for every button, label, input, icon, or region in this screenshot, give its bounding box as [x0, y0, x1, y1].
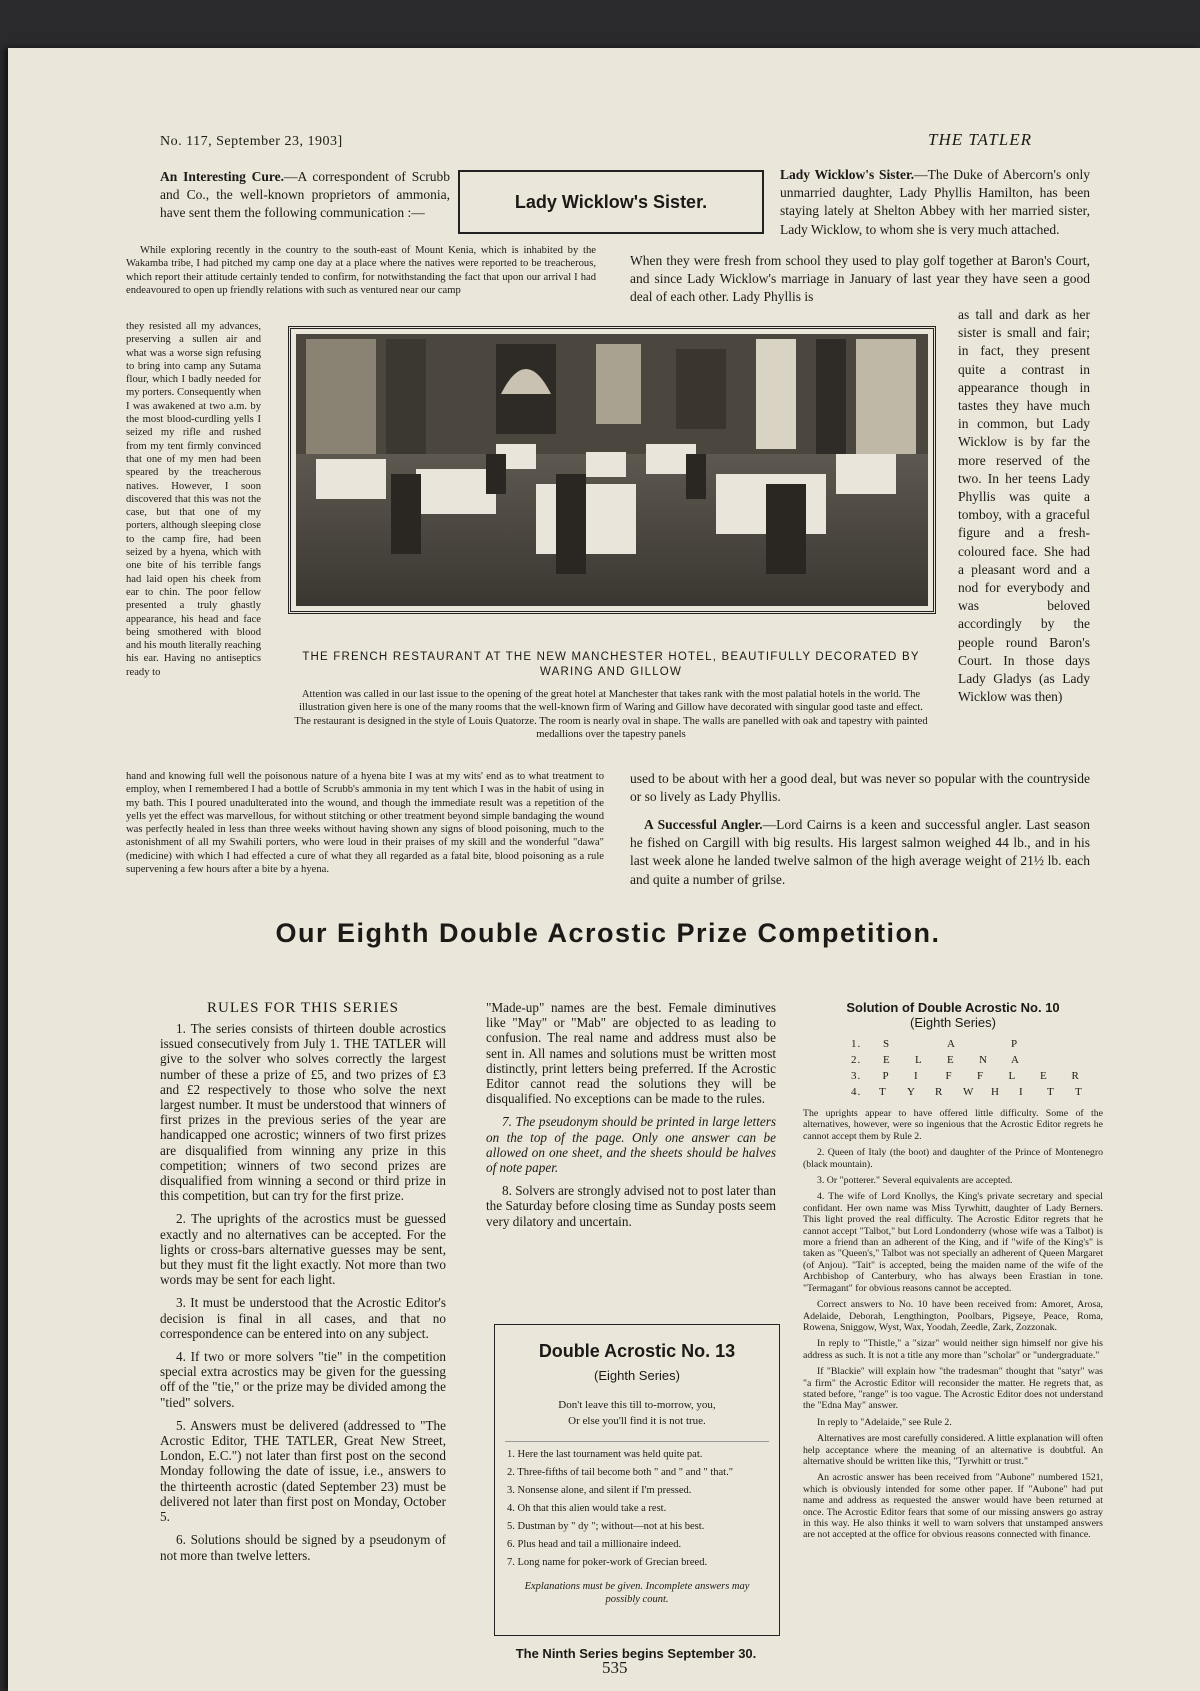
solution-cell: F [945, 1070, 953, 1082]
angler-section: A Successful Angler.—Lord Cairns is a keen and successful angler. Last season he fished on Cargill with big results. His largest salmon weighed 44 lb., and in his last week alone he landed twelve salmon of the high average weight of 21½ lb. each and quite a number of grilse. [630, 817, 1090, 887]
solution-cell: T [1075, 1086, 1083, 1098]
restaurant-photo-image [296, 334, 928, 606]
solution-series: (Eighth Series) [910, 1015, 996, 1030]
acrostic-series: (Eighth Series) [594, 1368, 680, 1383]
clue-2: 2. Three-fifths of tail become both " and " and " that." [507, 1467, 734, 1478]
solution-cell: R [1071, 1070, 1080, 1082]
solution-cell: R [935, 1086, 944, 1098]
page-number: 535 [602, 1658, 628, 1677]
clue-3: 3. Nonsense alone, and silent if I'm pressed. [507, 1485, 692, 1496]
competition-title: Our Eighth Double Acrostic Prize Competition. [275, 918, 941, 948]
solution-note: In reply to "Adelaide," see Rule 2. [817, 1416, 952, 1428]
solution-note: Correct answers to No. 10 have been received from: Amoret, Arosa, Adelaide, Deborah, Lengthington, Poolbars, Pigseye, Peace, Roma, Rowena, Sniggow, Wyst, Wax, Yoodah, Zeedle, Zark, Zozzonak. [803, 1299, 1103, 1333]
solution-cell: 1. [851, 1038, 862, 1050]
solution-cell: P [1011, 1038, 1019, 1050]
solution-cell: E [947, 1054, 955, 1066]
solution-row [851, 1068, 1103, 1084]
solution-cell: W [963, 1086, 975, 1098]
clue-6: 6. Plus head and tail a millionaire indeed. [507, 1539, 682, 1550]
restaurant-photo [288, 326, 936, 614]
cure-letter-bottom: hand and knowing full well the poisonous nature of a hyena bite I was at my wits' end as to what treatment to employ, when I remembered I had a bottle of Scrubb's ammonia in my tent which I was in the habit of using in my bath. This I poured unadulterated into the wound, and though the immediate result was a repetition of the yells yet the effect was marvellous, for without stitching or other treatment beyond simple bandaging the wound was perfectly healed in less than three weeks without having shown any signs of blood poisoning, much to the astonishment of all my Swahili porters, who were loud in their praises of my skill and the wonderful "dawa" (medicine) with which I had effected a cure of what they all regarded as a fatal bite, blood poisoning as a rule supervening a few hours after a bite by a hyena. [126, 771, 604, 876]
solution-cell: Y [907, 1086, 916, 1098]
ninth-series-notice: The Ninth Series begins September 30. [515, 1646, 757, 1661]
solution-cell: 2. [851, 1054, 862, 1066]
magazine-title: THE TATLER [928, 130, 1032, 149]
wicklow-title-box: Lady Wicklow's Sister. [458, 170, 764, 234]
rule-6-cont: "Made-up" names are the best. Female diminutives like "May" or "Mab" are objected to as leading to confusion. The real name and address must also be sent in. All names and solutions must be written most distinctly, print letters being preferred. If the Acrostic Editor cannot read the solutions they will be disqualified. No exceptions can be made to the rules. [486, 1000, 776, 1107]
solution-cell: E [883, 1054, 891, 1066]
solution-column [803, 1000, 1103, 1546]
solution-note: 2. Queen of Italy (the boot) and daughter of the Prince of Montenegro (black mountain). [803, 1147, 1103, 1170]
solution-note: 4. The wife of Lord Knollys, the King's private secretary and special confidant. Her own name was Miss Tyrwhitt, daughter of Lady Berners. This light proved the real difficulty. The Acrostic Editor regrets that he cannot accept "Talbot," but Lord Londonderry (whose wife was a Talbot) is more a friend than an adherent of the King, and if "wife of the King's" is taken as "Queen's," Talbot was not specially an adherent of Queen Margaret (of Anjou). "Tait" is accepted, being the maiden name of the wife of the Archbishop of Canterbury, who has always been Erastian in tone. "Termagant" for obvious reasons cannot be accepted. [803, 1191, 1103, 1294]
rule-3: 3. It must be understood that the Acrostic Editor's decision is final in all cases, and that no correspondence can be entered into on any subject. [160, 1295, 446, 1341]
solution-note: An acrostic answer has been received from "Aubone" numbered 1521, which is obviously intended for some other paper. If "Aubone" had put name and address as requested the answer would have been returned at once. The Acrostic Editor fears that some of our missing answers go astray in this way. He also thinks it well to warn solvers that unstamped answers are not accepted at the office for obvious reasons connected with finance. [803, 1472, 1103, 1541]
solution-cell: A [947, 1038, 956, 1050]
solution-cell: E [1040, 1070, 1048, 1082]
rules-heading: RULES FOR THIS SERIES [206, 1000, 399, 1016]
wicklow-end: used to be about with her a good deal, but was never so popular with the countryside or so lively as Lady Phyllis. [630, 771, 1090, 805]
solution-note: 3. Or "potterer." Several equivalents are accepted. [817, 1175, 1013, 1187]
acrostic-note: Explanations must be given. Incomplete answers may possibly count. [524, 1581, 750, 1605]
wicklow-wide: When they were fresh from school they used to play golf together at Baron's Court, and since Lady Wicklow's marriage in January of last year they have seen a good deal of each other. Lady Phyllis is [630, 253, 1090, 305]
cure-letter-column: they resisted all my advances, preserving a sullen air and what was a worse sign refusing to bring into camp any Sutama flour, which I badly needed for my porters. Consequently when I was awakened at two a.m. by the most blood-curdling yells I seized my rifle and rushed from my tent firmly convinced that one of my men had been speared by the treacherous natives. However, I soon discovered that this was not the case, but that one of my porters, although sleeping close to the camp fire, had been seized by a hyena, which with one bite of his terrible fangs had laid open his cheek from ear to chin. The poor fellow presented a truly ghastly appearance, his head and face being smothered with blood and his mouth literally reaching his ear. Having no antiseptics ready to [126, 321, 261, 678]
solution-note: If "Blackie" will explain how "the tradesman" thought that "satyr" was "a firm" the Acrostic Editor will reconsider the matter. He regrets that, as stated before, "range" is too vague. The Acrostic Editor does not understand the "Edna May" answer. [803, 1366, 1103, 1412]
acrostic-title: Double Acrostic No. 13 [538, 1341, 736, 1361]
solution-row [851, 1036, 1103, 1052]
solution-note: The uprights appear to have offered little difficulty. Some of the alternatives, however, were so ingenious that the Acrostic Editor regrets he cannot accept them by Rule 2. [803, 1108, 1103, 1142]
wicklow-intro: Lady Wicklow's Sister.—The Duke of Abercorn's only unmarried daughter, Lady Phyllis Hamilton, has been staying lately at Shelton Abbey with her married sister, Lady Wicklow, to whom she is very much attached. [780, 167, 1090, 237]
magazine-page [8, 48, 1200, 1691]
cure-letter-top: While exploring recently in the country to the south-east of Mount Kenia, which is inhabited by the Wakamba tribe, I had pitched my camp one day at a place where the natives were reported to be treacherous, which report their attitude certainly tended to confirm, for notwithstanding the fact that upon our arrival I had endeavoured to open up friendly relations with such as ventured near our camp [126, 245, 596, 296]
solution-grid [851, 1036, 1103, 1100]
rule-5: 5. Answers must be delivered (addressed to "The Acrostic Editor, THE TATLER, Great New Street, London, E.C.") not later than first post on the second Monday following the date of issue, i.e., answers to the thirteenth acrostic (dated September 23) must be delivered not later than first post on Monday, October 5. [160, 1417, 446, 1525]
solution-note: Alternatives are most carefully considered. A little explanation will often help acceptance where the meaning of an alternative is doubtful. An alternative should be written like this, "Tyrwhitt or trust." [803, 1433, 1103, 1467]
solution-row [851, 1052, 1103, 1068]
rule-4: 4. If two or more solvers "tie" in the competition special extra acrostics may be given for the guessing off of the "tie," or the prize may be divided among the "tied" solvers. [160, 1349, 446, 1410]
solution-cell: A [1011, 1054, 1020, 1066]
rule-1: 1. The series consists of thirteen double acrostics issued consecutively from July 1. THE TATLER will give to the solver who solves correctly the largest number of these a prize of £5, and two prizes of £3 and £2 respectively to those who solve the next largest number. It must be understood that winners of first prizes in the previous series of the year are handicapped one acrostic; winners of two first prizes are disqualified from winning any prize in this competition; winners of two second prizes are disqualified from winning a second or third prize in this competition, but can try for the first prize. [160, 1021, 446, 1204]
solution-cell: N [979, 1054, 988, 1066]
clue-5: 5. Dustman by " dy "; without—not at his best. [507, 1521, 705, 1532]
solution-cell: 4. [851, 1086, 862, 1098]
rule-8: 8. Solvers are strongly advised not to post later than the Saturday before closing time as Sunday posts seem very dilatory and uncertain. [486, 1183, 776, 1229]
solution-note: In reply to "Thistle," a "sizar" would neither sign himself nor give his address as such. It is not a title any more than "scholar" or "undergraduate." [803, 1338, 1103, 1361]
solution-cell: T [1047, 1086, 1055, 1098]
solution-cell: T [879, 1086, 887, 1098]
acrostic-verse-1: Don't leave this till to-morrow, you, [558, 1399, 716, 1411]
clue-7: 7. Long name for poker-work of Grecian breed. [507, 1557, 708, 1568]
solution-cell: I [1019, 1086, 1024, 1098]
cure-intro [160, 168, 450, 223]
acrostic-clues [495, 1442, 779, 1572]
solution-notes [803, 1108, 1103, 1541]
solution-cell [915, 1036, 947, 1052]
acrostic-box [494, 1324, 780, 1636]
rules-column-2 [486, 1000, 776, 1237]
solution-cell: 3. [851, 1070, 862, 1082]
rules-column-1 [160, 1000, 446, 1571]
cure-intro-text: —A correspondent of Scrubb and Co., the well-known proprietors of ammonia, have sent them the following communication :— [160, 169, 450, 221]
solution-cell: H [991, 1086, 1000, 1098]
rule-2: 2. The uprights of the acrostics must be guessed exactly and no alternatives can be accepted. For the lights or cross-bars alternative guesses may be sent, but they must fit the light exactly. Not more than two words may be sent for each light. [160, 1211, 446, 1288]
acrostic-verse-2: Or else you'll find it is not true. [568, 1415, 706, 1427]
angler-lead: A Successful Angler. [644, 817, 763, 832]
solution-cell: I [914, 1070, 919, 1082]
rule-7: 7. The pseudonym should be printed in large letters on the top of the page. Only one answer can be allowed on one sheet, and the sheets should be halves of note paper. [486, 1114, 776, 1176]
issue-line: No. 117, September 23, 1903] [160, 134, 343, 149]
wicklow-lead: Lady Wicklow's Sister. [780, 167, 915, 182]
photo-caption: THE FRENCH RESTAURANT AT THE NEW MANCHESTER HOTEL, BEAUTIFULLY DECORATED BY WARING AND GILLOW [302, 651, 920, 678]
solution-cell [979, 1036, 1011, 1052]
solution-row [851, 1084, 1103, 1100]
solution-cell: S [883, 1038, 891, 1050]
rule-6: 6. Solutions should be signed by a pseudonym of not more than twelve letters. [160, 1532, 446, 1563]
clue-4: 4. Oh that this alien would take a rest. [507, 1503, 667, 1514]
wicklow-narrow: as tall and dark as her sister is small and fair; in fact, they present quite a contrast in appearance though in tastes they have much in common, but Lady Wicklow is by far the more reserved of the two. In her teens Lady Phyllis was quite a tomboy, with a graceful figure and a fresh-coloured face. She had a pleasant word and a nod for everybody and was beloved accordingly by the people round Baron's Court. In those days Lady Gladys (as Lady Wicklow was then) [958, 307, 1090, 705]
solution-cell: L [915, 1054, 923, 1066]
solution-cell: L [1008, 1070, 1017, 1082]
solution-cell: F [977, 1070, 985, 1082]
solution-cell: P [882, 1070, 890, 1082]
restaurant-illustration [296, 334, 928, 606]
cure-lead: An Interesting Cure. [160, 169, 285, 184]
clue-1: 1. Here the last tournament was held quite pat. [507, 1449, 703, 1460]
photo-description: Attention was called in our last issue to the opening of the great hotel at Manchester that takes rank with the most palatial hotels in the world. The illustration given here is one of the many rooms that the well-known firm of Waring and Gillow have decorated with singular good taste and effect. The restaurant is designed in the style of Louis Quatorze. The room is nearly oval in shape. The walls are panelled with oak and tapestry with painted medallions over the tapestry panels [294, 689, 928, 740]
solution-title: Solution of Double Acrostic No. 10 [846, 1000, 1060, 1015]
